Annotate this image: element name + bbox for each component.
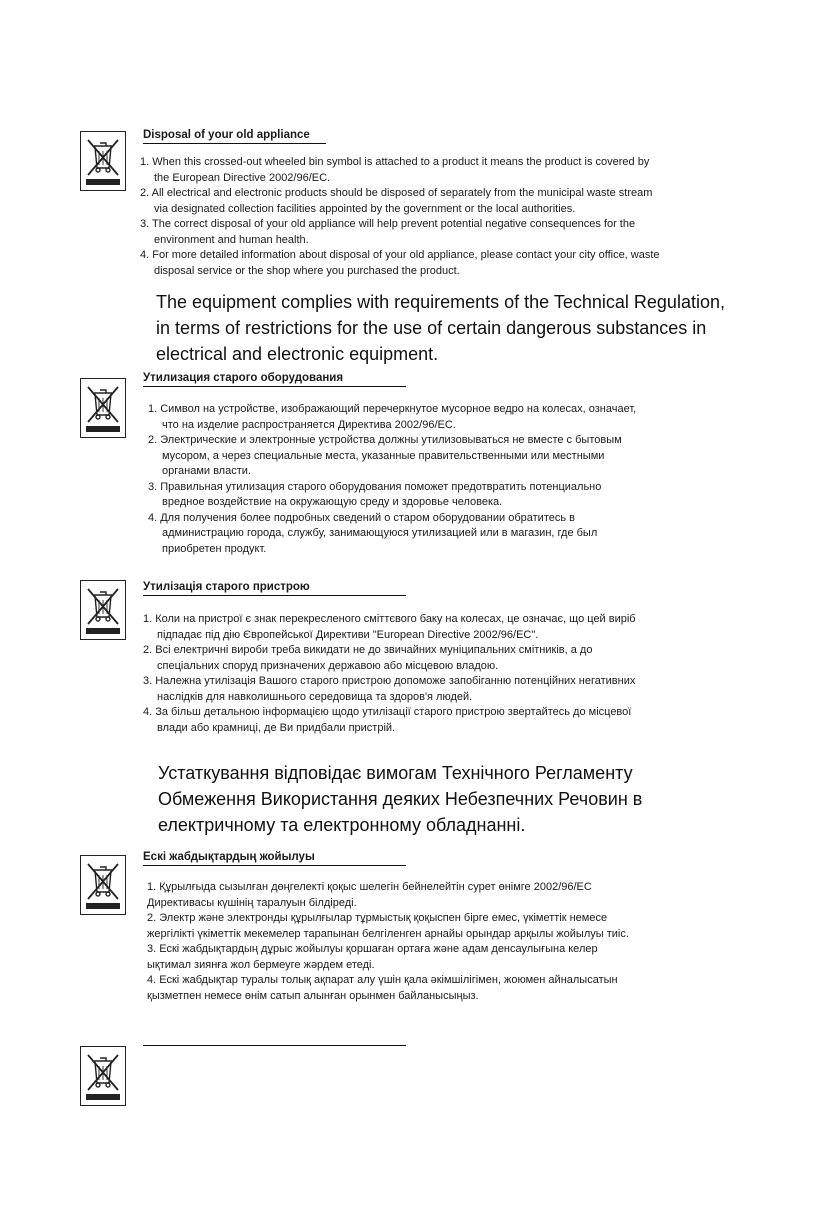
list-item: 1. When this crossed-out wheeled bin symbol is attached to a product it means the product is covered by the European Directive 2002/96/EC. (140, 156, 650, 184)
list-item: 3. Ескі жабдықтардың дұрыс жойылуы қоршаған ортаға және адам денсаулығына келер ықтимал зиянға жол бермеуге жәрдем етеді. (147, 943, 598, 971)
crossed-out-wheeled-bin-icon (80, 855, 126, 915)
list-item: 3. Правильная утилизация старого оборудования поможет предотвратить потенциально вредное воздействие на окружающую среду и здоровье человека. (148, 480, 602, 508)
list-item: 4. For more detailed information about disposal of your old appliance, please contact your city office, waste disposal service or the shop where you purchased the product. (140, 249, 660, 277)
section-title-en: Disposal of your old appliance (143, 129, 326, 144)
list-item: 1. Символ на устройстве, изображающий перечеркнутое мусорное ведро на колесах, означает, что на изделие распространяется Директива 2002/96/EC. (148, 403, 637, 431)
disposal-list-uk (143, 612, 803, 736)
list-item: 2. Электрические и электронные устройства должны утилизовываться не вместе с бытовым мусором, а через специальные места, указанные правительственными или местными органами власти. (148, 434, 622, 477)
compliance-notice-uk: Устаткування відповідає вимогам Технічного Регламенту Обмеження Використання деяких Небезпечних Речовин в електричному та електронному обладнанні. (158, 763, 643, 835)
crossed-out-wheeled-bin-icon (80, 378, 126, 438)
list-item: 3. Належна утилізація Вашого старого пристрою допоможе запобіганню потенційних негативних наслідків для навколишнього середовища та здоров'я людей. (143, 675, 636, 703)
list-item: 3. The correct disposal of your old appliance will help prevent potential negative consequences for the environment and human health. (140, 218, 636, 246)
list-item: 4. Ескі жабдықтар туралы толық ақпарат алу үшін қала әкімшілігімен, жоюмен айналысатын қызметпен немесе өнім сатып алынған орынмен байланысыңыз. (147, 974, 618, 1002)
crossed-out-wheeled-bin-icon (80, 131, 126, 191)
list-item: 2. All electrical and electronic products should be disposed of separately from the municipal waste stream via designated collection facilities appointed by the government or the local authorities. (140, 187, 653, 215)
disposal-list-ru (148, 402, 788, 557)
section-title-rule (143, 1045, 406, 1046)
list-item: 2. Электр және электронды құрылғылар тұрмыстық қоқыспен бірге емес, үкіметтік немесе жергілікті үкіметтік мекемелер тарапынан белгіленген арнайы орындар арқылы жойылуы тиіс. (147, 912, 629, 940)
list-item: 1. Коли на пристрої є знак перекресленого сміттєвого баку на колесах, це означає, що цей виріб підпадає під дію Європейської Директиви "European Directive 2002/96/EC". (143, 613, 636, 641)
crossed-out-wheeled-bin-icon (80, 580, 126, 640)
list-item: 4. За більш детальною інформацією щодо утилізації старого пристрою звертайтесь до місцевої влади або крамниці, де Ви придбали пристрій. (143, 706, 632, 734)
crossed-out-wheeled-bin-icon (80, 1046, 126, 1106)
list-item: 1. Құрылғыда сызылған дөңгелекті қоқыс шелегін бейнелейтін сурет өнімге 2002/96/EC Директивасы күшінің таралуын білдіреді. (147, 881, 592, 909)
list-item: 4. Для получения более подробных сведений о старом оборудовании обратитесь в администрацию города, службу, занимающуюся утилизацией или в магазин, где был приобретен продукт. (148, 511, 598, 555)
section-title-kz: Ескі жабдықтардың жойылуы (143, 851, 406, 866)
section-title-uk: Утилізація старого пристрою (143, 581, 406, 596)
list-item: 2. Всі електричні вироби треба викидати не до звичайних муніципальних смітників, а до спеціальних споруд призначених державою або місцевою владою. (143, 644, 593, 672)
compliance-notice-en: The equipment complies with requirements of the Technical Regulation, in terms of restrictions for the use of certain dangerous substances in electrical and electronic equipment. (156, 292, 725, 364)
disposal-list-kz (147, 880, 787, 1004)
section-title-ru: Утилизация старого оборудования (143, 372, 406, 387)
disposal-list-en (140, 155, 770, 279)
